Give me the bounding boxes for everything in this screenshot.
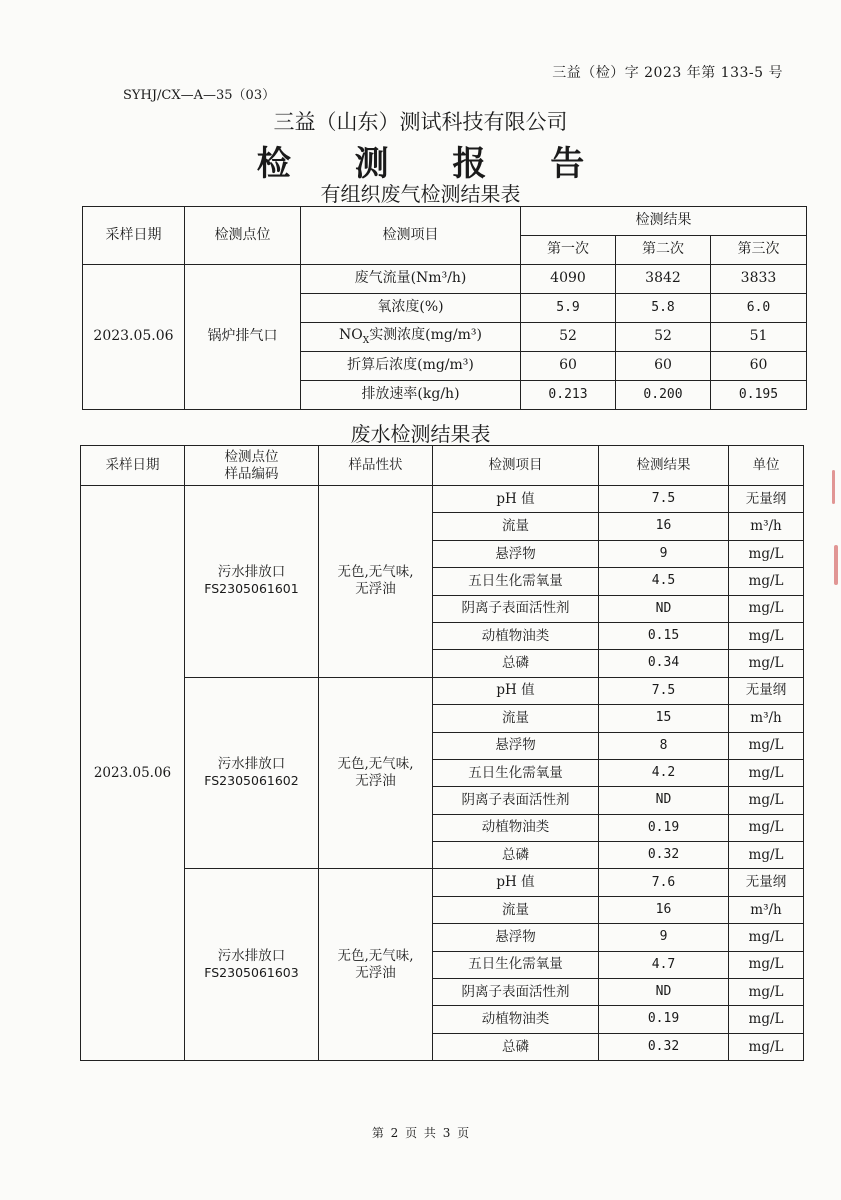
water-sample-property xyxy=(319,486,433,678)
water-value: 4.5 xyxy=(599,568,729,595)
water-item: 总磷 xyxy=(433,1033,599,1060)
water-item: 流量 xyxy=(433,513,599,540)
stamp-edge-mark xyxy=(832,470,835,504)
gas-table-title: 有组织废气检测结果表 xyxy=(320,182,521,206)
water-value: 9 xyxy=(599,540,729,567)
gas-sampling-date: 2023.05.06 xyxy=(83,265,185,410)
water-unit: mg/L xyxy=(729,732,804,759)
water-unit: mg/L xyxy=(729,595,804,622)
gas-results-table xyxy=(82,206,807,410)
water-value: ND xyxy=(599,979,729,1006)
water-value: 16 xyxy=(599,513,729,540)
water-sample-property xyxy=(319,869,433,1061)
water-unit: mg/L xyxy=(729,979,804,1006)
water-sample-code: FS2305061603 xyxy=(204,964,299,980)
water-sample-point-name: 污水排放口 xyxy=(217,947,286,964)
water-item: 悬浮物 xyxy=(433,924,599,951)
water-item: 动植物油类 xyxy=(433,622,599,649)
form-code: SYHJ/CX—A—35（03） xyxy=(123,88,276,103)
water-value: 0.34 xyxy=(599,650,729,677)
gas-header-item: 检测项目 xyxy=(301,207,521,265)
water-sample-point xyxy=(185,677,319,869)
water-value: 0.19 xyxy=(599,1006,729,1033)
water-item: 阴离子表面活性剂 xyxy=(433,979,599,1006)
water-value: 0.32 xyxy=(599,842,729,869)
water-sample-point xyxy=(185,486,319,678)
water-header-unit: 单位 xyxy=(729,446,804,486)
gas-header-run-1: 第一次 xyxy=(521,236,616,265)
gas-item: 废气流量(Nm³/h) xyxy=(301,265,521,294)
gas-header-result: 检测结果 xyxy=(521,207,807,236)
water-unit: mg/L xyxy=(729,814,804,841)
water-item: pH 值 xyxy=(433,486,599,513)
water-unit: mg/L xyxy=(729,787,804,814)
water-sample-property-line2: 无浮油 xyxy=(355,773,396,790)
water-value: 15 xyxy=(599,705,729,732)
water-unit: 无量纲 xyxy=(729,677,804,704)
gas-value: 60 xyxy=(616,352,711,381)
gas-row xyxy=(83,265,807,294)
water-unit: 无量纲 xyxy=(729,869,804,896)
water-value: 0.19 xyxy=(599,814,729,841)
water-value: 7.6 xyxy=(599,869,729,896)
water-unit: mg/L xyxy=(729,924,804,951)
water-item: 悬浮物 xyxy=(433,732,599,759)
gas-header-run-2: 第二次 xyxy=(616,236,711,265)
gas-item: 氧浓度(%) xyxy=(301,294,521,323)
water-sample-property-line2: 无浮油 xyxy=(355,581,396,598)
water-unit: mg/L xyxy=(729,1033,804,1060)
gas-item: 折算后浓度(mg/m³) xyxy=(301,352,521,381)
water-sample-property xyxy=(319,677,433,869)
water-value: 4.2 xyxy=(599,759,729,786)
water-unit: mg/L xyxy=(729,650,804,677)
water-sample-point xyxy=(185,869,319,1061)
water-value: ND xyxy=(599,787,729,814)
water-sample-property-line1: 无色,无气味, xyxy=(337,756,414,773)
water-value: 8 xyxy=(599,732,729,759)
gas-item xyxy=(301,323,521,352)
water-item: 阴离子表面活性剂 xyxy=(433,787,599,814)
water-value: 7.5 xyxy=(599,677,729,704)
water-value: 0.15 xyxy=(599,622,729,649)
gas-value: 5.8 xyxy=(616,294,711,323)
water-item: 流量 xyxy=(433,896,599,923)
water-item: 动植物油类 xyxy=(433,1006,599,1033)
water-header-item: 检测项目 xyxy=(433,446,599,486)
water-value: 4.7 xyxy=(599,951,729,978)
report-number: 三益（检）字 2023 年第 133-5 号 xyxy=(552,65,783,81)
gas-point: 锅炉排气口 xyxy=(185,265,301,410)
water-header-point-line2: 样品编码 xyxy=(224,465,279,482)
water-unit: mg/L xyxy=(729,540,804,567)
water-item: 阴离子表面活性剂 xyxy=(433,595,599,622)
water-item: 五日生化需氧量 xyxy=(433,568,599,595)
water-unit: m³/h xyxy=(729,705,804,732)
water-unit: mg/L xyxy=(729,759,804,786)
water-unit: mg/L xyxy=(729,568,804,595)
water-item: 流量 xyxy=(433,705,599,732)
water-unit: 无量纲 xyxy=(729,486,804,513)
water-item: 五日生化需氧量 xyxy=(433,759,599,786)
water-value: ND xyxy=(599,595,729,622)
water-header-point-line1: 检测点位 xyxy=(224,448,279,465)
water-unit: m³/h xyxy=(729,896,804,923)
gas-value: 3842 xyxy=(616,265,711,294)
page-footer: 第 2 页 共 3 页 xyxy=(371,1126,470,1140)
water-header-property: 样品性状 xyxy=(319,446,433,486)
water-value: 16 xyxy=(599,896,729,923)
water-header-point xyxy=(185,446,319,486)
water-unit: mg/L xyxy=(729,951,804,978)
water-value: 7.5 xyxy=(599,486,729,513)
gas-value: 60 xyxy=(711,352,807,381)
water-row xyxy=(81,869,804,896)
water-item: pH 值 xyxy=(433,677,599,704)
water-unit: m³/h xyxy=(729,513,804,540)
gas-value: 6.0 xyxy=(711,294,807,323)
water-item: 总磷 xyxy=(433,650,599,677)
water-sample-point-name: 污水排放口 xyxy=(217,564,286,581)
gas-value: 3833 xyxy=(711,265,807,294)
gas-value: 60 xyxy=(521,352,616,381)
gas-header-point: 检测点位 xyxy=(185,207,301,265)
water-sample-code: FS2305061601 xyxy=(204,581,299,597)
gas-item-nox-sub: X xyxy=(362,335,370,346)
water-sampling-date: 2023.05.06 xyxy=(81,486,185,1061)
water-unit: mg/L xyxy=(729,1006,804,1033)
gas-value: 52 xyxy=(521,323,616,352)
water-value: 9 xyxy=(599,924,729,951)
gas-value: 51 xyxy=(711,323,807,352)
water-sample-property-line2: 无浮油 xyxy=(355,964,396,981)
water-item: pH 值 xyxy=(433,869,599,896)
water-row xyxy=(81,486,804,513)
stamp-edge-mark xyxy=(834,545,838,585)
water-item: 总磷 xyxy=(433,842,599,869)
water-row xyxy=(81,677,804,704)
water-item: 动植物油类 xyxy=(433,814,599,841)
gas-value: 0.213 xyxy=(521,381,616,410)
gas-value: 4090 xyxy=(521,265,616,294)
report-title: 检 测 报 告 xyxy=(256,144,611,184)
water-sample-property-line1: 无色,无气味, xyxy=(337,947,414,964)
water-item: 五日生化需氧量 xyxy=(433,951,599,978)
gas-item: 排放速率(kg/h) xyxy=(301,381,521,410)
gas-value: 0.195 xyxy=(711,381,807,410)
water-header-result: 检测结果 xyxy=(599,446,729,486)
gas-value: 0.200 xyxy=(616,381,711,410)
gas-header-run-3: 第三次 xyxy=(711,236,807,265)
water-header-date: 采样日期 xyxy=(81,446,185,486)
company-name: 三益（山东）测试科技有限公司 xyxy=(273,110,568,134)
gas-value: 52 xyxy=(616,323,711,352)
water-item: 悬浮物 xyxy=(433,540,599,567)
gas-item-nox: NO xyxy=(339,326,363,343)
water-results-table xyxy=(80,445,804,1061)
gas-value: 5.9 xyxy=(521,294,616,323)
gas-item-nox-rest: 实测浓度(mg/m³) xyxy=(369,326,482,343)
water-sample-point-name: 污水排放口 xyxy=(217,756,286,773)
gas-header-date: 采样日期 xyxy=(83,207,185,265)
water-unit: mg/L xyxy=(729,842,804,869)
water-value: 0.32 xyxy=(599,1033,729,1060)
water-sample-code: FS2305061602 xyxy=(204,773,299,789)
water-sample-property-line1: 无色,无气味, xyxy=(337,564,414,581)
water-table-title: 废水检测结果表 xyxy=(350,422,491,446)
water-unit: mg/L xyxy=(729,622,804,649)
